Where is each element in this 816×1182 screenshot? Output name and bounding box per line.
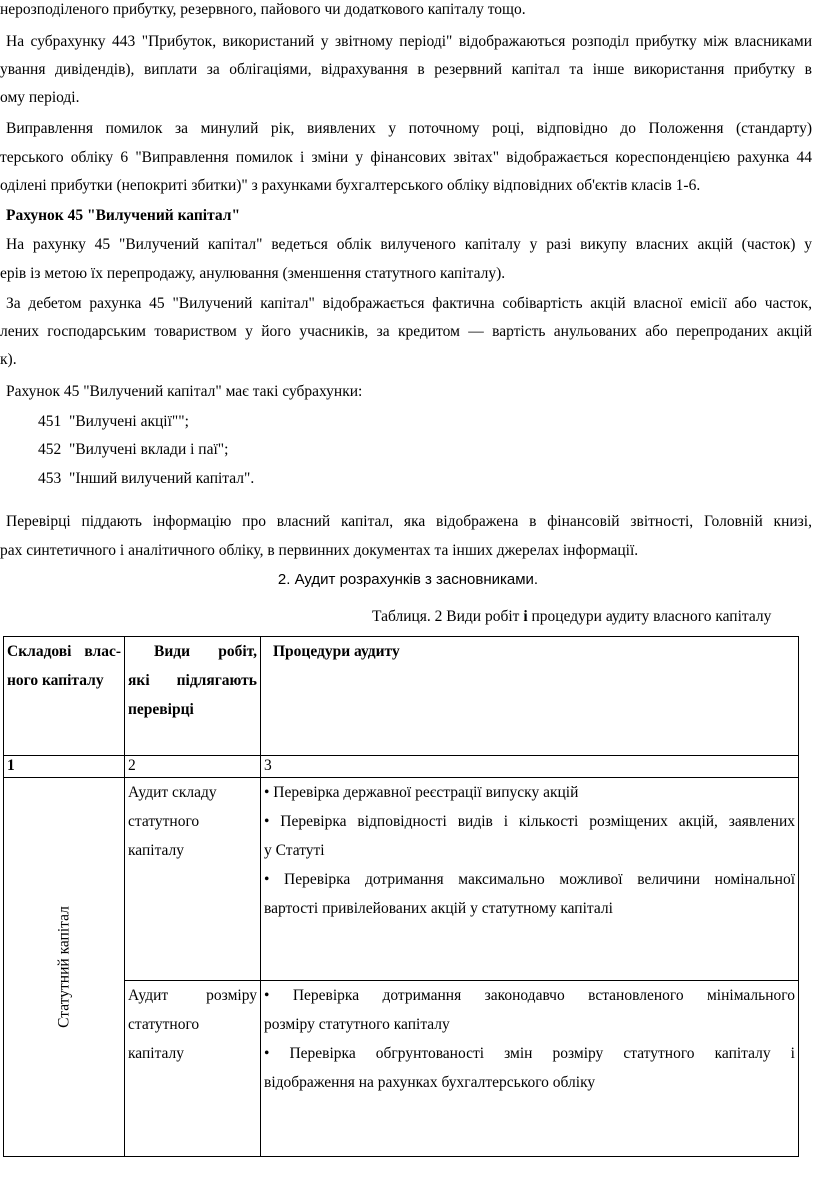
header-col2-line: Види робіт,: [154, 643, 257, 660]
procedure-line: у Статуті: [264, 842, 325, 859]
procedure-line: • Перевірка дотримання законодавчо встановленого мінімального: [264, 987, 795, 1004]
paragraph-line: нерозподіленого прибутку, резервного, пайового чи додаткового капіталу тощо.: [0, 1, 526, 18]
procedure-line: розміру статутного капіталу: [264, 1016, 450, 1033]
header-col2-line: перевірці: [128, 701, 194, 718]
header-cell: [125, 637, 261, 756]
section-heading: Рахунок 45 "Вилучений капітал": [6, 207, 241, 224]
table-header-row: [4, 637, 799, 756]
paragraph-line: оділені прибутки (непокриті збитки)" з рахунками бухгалтерського обліку відповідних об'єктів класів 1-6.: [0, 177, 701, 194]
paragraph-line: ерів із метою їх перепродажу, анулювання (зменшення статутного капіталу).: [0, 265, 506, 282]
subaccount-item: 452 "Вилучені вклади і паї";: [38, 441, 229, 458]
paragraph-line: Рахунок 45 "Вилучений капітал" має такі субрахунки:: [6, 383, 363, 400]
header-col1-line: Складові влас-: [7, 643, 121, 660]
procedure-line: • Перевірка дотримання максимально можливої величини номінальної: [264, 871, 795, 888]
paragraph-line: рах синтетичного і аналітичного обліку, в первинних документах та інших джерелах інформації.: [0, 542, 639, 559]
work-line: капіталу: [128, 842, 185, 859]
header-col2-line: які підлягають: [128, 672, 257, 689]
paragraph-line: На рахунку 45 "Вилучений капітал" ведеться облік вилученого капіталу у разі викупу власних акцій (часток) у: [6, 236, 812, 253]
paragraph-line: Перевірці піддають інформацію про власний капітал, яка відображена в фінансовій звітності, Головній книзі,: [6, 513, 812, 530]
number-cell: 1: [4, 756, 125, 778]
caption-suffix: процедури аудиту власного капіталу: [527, 608, 772, 625]
paragraph-line: Виправлення помилок за минулий рік, виявлених у поточному році, відповідно до Положення (стандарту): [6, 120, 812, 137]
paragraph-line: терського обліку 6 "Виправлення помилок і зміни у фінансових звітах" відображається кореспонденцією рахунка 44: [0, 149, 812, 166]
header-cell: [261, 637, 799, 756]
work-line: капіталу: [128, 1045, 185, 1062]
header-col1-line: ного капіталу: [7, 672, 104, 689]
procedure-line: • Перевірка обгрунтованості змін розміру статутного капіталу і: [264, 1045, 795, 1062]
procedure-line: • Перевірка відповідності видів і кількості розміщених акцій, заявлених: [264, 813, 795, 830]
header-col3: Процедури аудиту: [273, 643, 400, 660]
paragraph-line: За дебетом рахунка 45 "Вилучений капітал" відображається фактична собівартість акцій власної емісії або часток,: [6, 295, 812, 312]
subaccount-item: 451 "Вилучені акції"";: [38, 413, 189, 430]
section-title: 2. Аудит розрахунків з засновниками.: [277, 571, 539, 588]
procedure-line: відображення на рахунках бухгалтерського обліку: [264, 1074, 596, 1091]
table-number-row: [4, 756, 799, 778]
number-cell: 3: [261, 756, 799, 778]
table-caption: [372, 607, 771, 627]
caption-prefix: Таблиця. 2 Види робіт: [372, 608, 524, 625]
work-line: Аудит розміру: [128, 987, 257, 1004]
work-line: статутного: [128, 813, 200, 830]
header-cell: [4, 637, 125, 756]
paragraph-line: На субрахунку 443 "Прибуток, використаний у звітному періоді" відображаються розподіл прибутку між власниками: [6, 33, 812, 50]
group-label: Статутний капітал: [55, 906, 73, 1028]
work-cell: [125, 778, 261, 981]
procedure-line: вартості привілейованих акцій у статутному капіталі: [264, 900, 613, 917]
work-line: статутного: [128, 1016, 200, 1033]
work-cell: [125, 981, 261, 1157]
procedure-cell: [261, 981, 799, 1157]
table-row: [4, 778, 799, 981]
paragraph-line: лених господарським товариством у його учасників, за кредитом — вартість анульованих або перепроданих акцій: [0, 323, 812, 340]
group-label-cell: [4, 778, 125, 1157]
paragraph-line: ому періоді.: [0, 89, 80, 106]
caption-bold: і: [523, 608, 528, 625]
paragraph-line: к).: [0, 351, 17, 368]
paragraph-line: ування дивідендів), виплати за облігаціями, відрахування в резервний капітал та інше використання прибутку в: [0, 61, 812, 78]
subaccount-item: 453 "Інший вилучений капітал".: [38, 470, 255, 487]
work-line: Аудит складу: [128, 784, 217, 801]
audit-table: [3, 636, 799, 1157]
number-cell: 2: [125, 756, 261, 778]
procedure-line: • Перевірка державної реєстрації випуску акцій: [264, 784, 579, 801]
procedure-cell: [261, 778, 799, 981]
